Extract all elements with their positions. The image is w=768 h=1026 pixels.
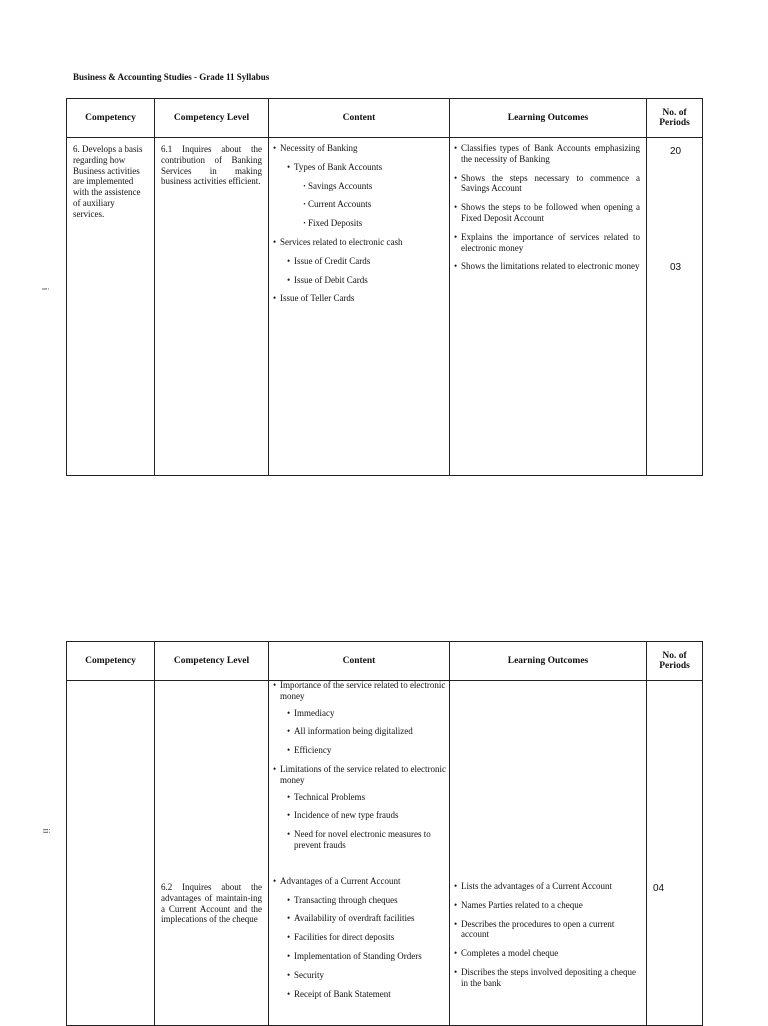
- list-item: • Types of Bank Accounts: [270, 162, 448, 173]
- header-learning-outcomes: Learning Outcomes: [450, 99, 647, 138]
- competency-level-cell: [155, 681, 269, 1026]
- periods-value: 03: [670, 262, 682, 273]
- list-item: • Incidence of new type frauds: [270, 810, 448, 821]
- competency-level-text: 6.2 Inquires about the advantages of maintain-ing a Current Account and the implecations of the cheque: [161, 882, 262, 925]
- list-item: • Shows the limitations related to electronic money: [451, 261, 640, 272]
- competency-cell: [67, 681, 155, 1026]
- list-item: • Shows the steps to be followed when opening a Fixed Deposit Account: [451, 202, 640, 224]
- syllabus-table-1: [66, 98, 703, 476]
- header-content: Content: [269, 642, 450, 681]
- header-competency: Competency: [67, 99, 155, 138]
- list-item: • Issue of Credit Cards: [270, 256, 448, 267]
- list-item: • Facilities for direct deposits: [270, 932, 448, 943]
- list-item: • Technical Problems: [270, 792, 448, 803]
- list-item: • All information being digitalized: [270, 726, 448, 737]
- header-competency: Competency: [67, 642, 155, 681]
- syllabus-table-2: [66, 641, 703, 1026]
- content-list: [270, 139, 448, 304]
- list-item: • Issue of Debit Cards: [270, 275, 448, 286]
- list-item: • Efficiency: [270, 745, 448, 756]
- list-item: • Advantages of a Current Account: [270, 876, 448, 887]
- document-title: Business & Accounting Studies - Grade 11 Syllabus: [73, 72, 270, 82]
- header-learning-outcomes: Learning Outcomes: [450, 642, 647, 681]
- list-item: • Issue of Teller Cards: [270, 293, 448, 304]
- list-item: • Limitations of the service related to electronic money: [270, 764, 448, 786]
- list-item: • Security: [270, 970, 448, 981]
- list-item: • Shows the steps necessary to commence a Savings Account: [451, 173, 640, 195]
- outcomes-list: [451, 139, 645, 272]
- table-header-row: [67, 642, 703, 681]
- page-marker-i: i: [40, 287, 51, 291]
- periods-cell: [647, 138, 703, 476]
- competency-level-text: 6.1 Inquires about the contribution of Banking Services in making business activities efficient.: [161, 144, 262, 187]
- list-item: • Classifies types of Bank Accounts emphasizing the necessity of Banking: [451, 143, 640, 165]
- list-item: • Importance of the service related to electronic money: [270, 680, 448, 702]
- competency-cell: [67, 138, 155, 476]
- periods-value: 20: [670, 146, 682, 157]
- content-cell: [269, 138, 450, 476]
- list-item: • Implementation of Standing Orders: [270, 951, 448, 962]
- content-list-bottom: [270, 876, 448, 1000]
- periods-cell: [647, 681, 703, 1026]
- header-competency-level: Competency Level: [155, 642, 269, 681]
- list-item: • Receipt of Bank Statement: [270, 989, 448, 1000]
- header-content: Content: [269, 99, 450, 138]
- learning-outcomes-cell: [450, 681, 647, 1026]
- content-list-top: [270, 680, 448, 851]
- list-item: • Necessity of Banking: [270, 143, 448, 154]
- list-item: • Describes the procedures to open a current account: [451, 919, 640, 941]
- competency-text: 6. Develops a basis regarding how Business activities are implemented with the assistence of auxiliary services.: [73, 144, 143, 219]
- list-item: · Savings Accounts: [270, 181, 448, 192]
- page-marker-ii: ii: [41, 828, 52, 834]
- list-item: • Availability of overdraft facilities: [270, 913, 448, 924]
- learning-outcomes-cell: [450, 138, 647, 476]
- header-no-of-periods: No. of Periods: [647, 99, 703, 138]
- table-header-row: [67, 99, 703, 138]
- header-competency-level: Competency Level: [155, 99, 269, 138]
- table-row: [67, 681, 703, 1026]
- header-no-of-periods: No. of Periods: [647, 642, 703, 681]
- outcomes-list: [451, 682, 645, 989]
- list-item: • Lists the advantages of a Current Account: [451, 881, 640, 892]
- periods-value: 04: [653, 883, 665, 894]
- list-item: • Immediacy: [270, 708, 448, 719]
- list-item: • Need for novel electronic measures to prevent frauds: [270, 829, 448, 851]
- list-item: • Discribes the steps involved depositing a cheque in the bank: [451, 967, 640, 989]
- list-item: · Current Accounts: [270, 199, 448, 210]
- list-item: • Transacting through cheques: [270, 895, 448, 906]
- list-item: • Names Parties related to a cheque: [451, 900, 640, 911]
- list-item: • Completes a model cheque: [451, 948, 640, 959]
- competency-level-cell: [155, 138, 269, 476]
- list-item: · Fixed Deposits: [270, 218, 448, 229]
- list-item: • Services related to electronic cash: [270, 237, 448, 248]
- table-row: [67, 138, 703, 476]
- content-cell: [269, 681, 450, 1026]
- list-item: • Explains the importance of services related to electronic money: [451, 232, 640, 254]
